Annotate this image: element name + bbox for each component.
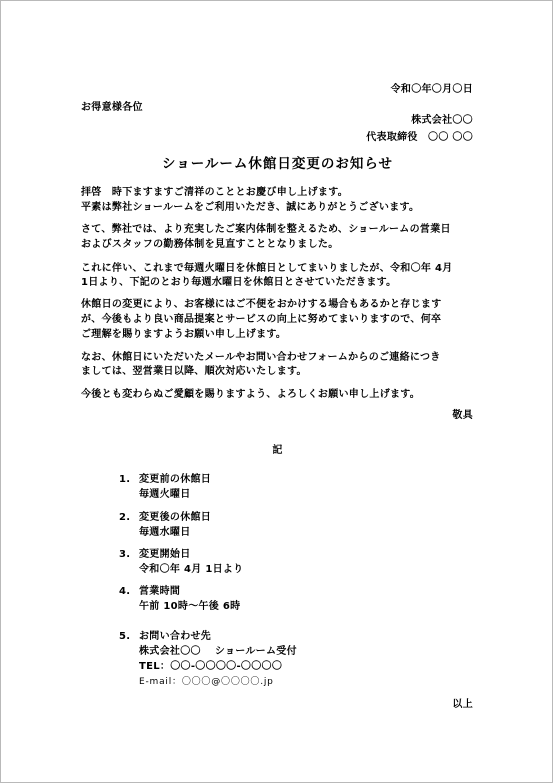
paragraph-line: 休館日の変更により、お客様にはご不便をおかけする場合もあるかと存じます	[81, 299, 442, 310]
item-number: 1.	[119, 474, 131, 485]
paragraph-line: 平素は弊社ショールームをご利用いただき、誠にありがとうございます。	[81, 202, 420, 213]
paragraph-line: 1日より、下記のとおり毎週水曜日を休館日とさせていただきます。	[81, 277, 397, 288]
item-number: 2.	[119, 512, 131, 523]
item-number: 4.	[119, 586, 131, 597]
item-number: 5.	[119, 631, 131, 642]
paragraph-line: が、今後もより良い商品提案とサービスの向上に努めてまいりますので、何卒	[81, 314, 442, 325]
item-label: 変更後の休館日	[139, 512, 212, 523]
paragraph-line: ましては、翌営業日以降、順次対応いたします。	[81, 366, 307, 377]
document-title: ショールーム休館日変更のお知らせ	[161, 156, 394, 172]
recipient: お得意様各位	[81, 102, 143, 113]
closing-keigu: 敬具	[452, 410, 473, 421]
ki-heading: 記	[272, 445, 283, 456]
item-label: 変更前の休館日	[139, 474, 212, 485]
paragraph-line: これに伴い、これまで毎週火曜日を休館日としてまいりましたが、令和〇年 4月	[81, 263, 453, 274]
sender-representative: 代表取締役 〇〇 〇〇	[366, 132, 473, 143]
item-label: お問い合わせ先	[139, 631, 212, 642]
paragraph-line: およびスタッフの勤務体制を見直すこととなりました。	[81, 239, 339, 250]
paragraph-line: 拝啓 時下ますますご清祥のこととお慶び申し上げます。	[81, 187, 348, 198]
sender-company: 株式会社〇〇	[411, 115, 473, 126]
item-value: 令和〇年 4月 1日より	[139, 564, 244, 575]
item-label: 営業時間	[139, 586, 181, 597]
item-label: 変更開始日	[139, 549, 191, 560]
item-value: 毎週水曜日	[139, 527, 191, 538]
item-number: 3.	[119, 549, 131, 560]
contact-phone: TEL：〇〇-〇〇〇〇-〇〇〇〇	[139, 661, 283, 672]
closing-ijo: 以上	[452, 699, 473, 710]
item-value: 毎週火曜日	[139, 489, 191, 500]
contact-email: E-mail：〇〇〇@〇〇〇〇.jp	[139, 677, 274, 687]
item-value: 株式会社〇〇 ショールーム受付	[139, 646, 297, 657]
paragraph-line: なお、休館日にいただいたメールやお問い合わせフォームからのご連絡につき	[81, 352, 441, 363]
paragraph-line: さて、弊社では、より充実したご案内体制を整えるため、ショールームの営業日	[81, 224, 451, 235]
issue-date: 令和〇年〇月〇日	[390, 84, 473, 95]
paragraph-line: 今後とも変わらぬご愛顧を賜りますよう、よろしくお願い申し上げます。	[81, 389, 421, 400]
paragraph-line: ご理解を賜りますようお願い申し上げます。	[81, 329, 287, 340]
item-value: 午前 10時～午後 6時	[139, 601, 241, 612]
